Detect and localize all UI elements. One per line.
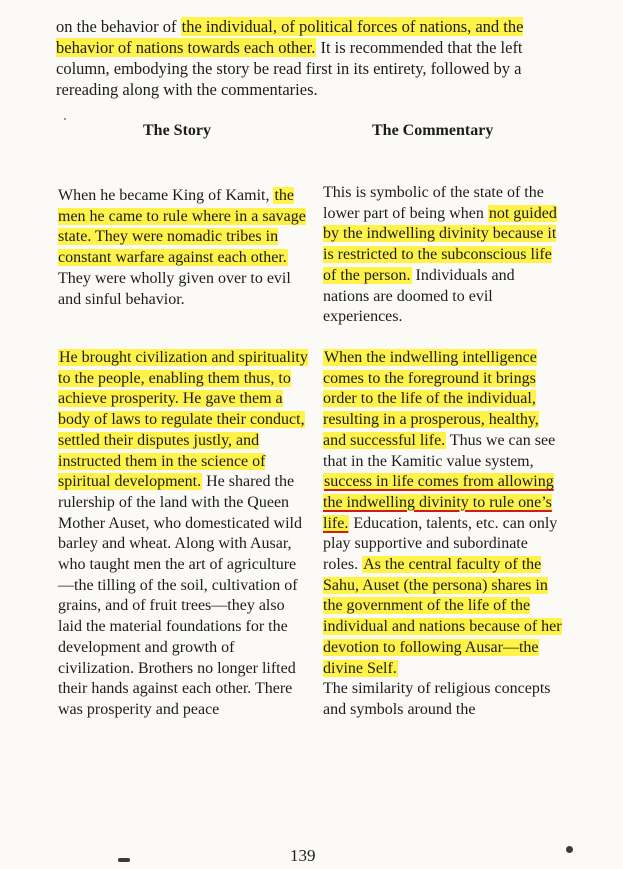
intro-highlight: the individual, of political forces of nations, and the behavior of nations towards each other.: [56, 17, 524, 57]
story-paragraph-1: [58, 186, 308, 310]
story-p2-highlight: He brought civilization and spirituality to the people, enabling them thus, to achieve prosperity. He gave them a body of laws to regulate their conduct, settled their disputes justly, and instructed them in the science of spiritual development.: [58, 349, 308, 491]
commentary-p2-text-continued: Education, talents, etc. can only play supportive and subordinate roles.: [323, 514, 558, 574]
intro-paragraph: [56, 16, 566, 100]
commentary-p2-text: Thus we can see that in the Kamitic value system,: [323, 431, 556, 470]
story-paragraph-2: [58, 348, 308, 721]
intro-text: on the behavior of: [56, 17, 181, 36]
story-p1-text: When he became King of Kamit,: [58, 187, 274, 204]
commentary-heading: The Commentary: [372, 122, 494, 139]
story-p1-highlight: the men he came to rule where in a savage state. They were nomadic tribes in constant warfare against each other.: [58, 187, 306, 267]
commentary-p2-underlined-highlight: success in life comes from allowing the indwelling divinity to rule one’s life.: [323, 473, 554, 532]
commentary-p2-highlight: When the indwelling intelligence comes to the foreground it brings order to the life of the individual, resulting in a prosperous, healthy, and successful life.: [323, 349, 539, 449]
story-p1-text-continued: They were wholly given over to evil and sinful behavior.: [58, 269, 291, 308]
scan-smudge-mark: [118, 858, 130, 862]
commentary-p2-highlight-2: As the central faculty of the Sahu, Auset (the persona) shares in the government of the life of the individual and nations because of her devotion to following Ausar—the divine Self.: [323, 556, 562, 677]
intro-text-continued: It is recommended that the left column, embodying the story be read first in its entirety, followed by a rereading along with the commentaries.: [56, 38, 523, 99]
scan-dot-mark: [566, 846, 573, 853]
page-number: 139: [290, 846, 316, 865]
scan-speck-mark: [64, 118, 66, 120]
commentary-p2-final-text: The similarity of religious concepts and symbols around the: [323, 680, 551, 718]
story-p2-text: He shared the rulership of the land with the Queen Mother Auset, who domesticated wild barley and wheat. Along with Ausar, who taught men the art of agriculture—the tilling of the soil, cultivation of grains, and of fruit trees—they also laid the material foundations for the development and growth of civilization. Brothers no longer lifted their hands against each other. There was prosperity and peace: [58, 473, 302, 718]
commentary-p1-highlight: not guided by the indwelling divinity because it is restricted to the subconscious life of the person.: [323, 204, 557, 284]
story-heading: The Story: [143, 122, 211, 139]
commentary-p1-text: This is symbolic of the state of the lower part of being when: [323, 184, 544, 222]
commentary-p1-text-continued: Individuals and nations are doomed to evil experiences.: [323, 266, 515, 326]
commentary-paragraph-1: [323, 183, 563, 328]
commentary-paragraph-2: [323, 348, 563, 721]
